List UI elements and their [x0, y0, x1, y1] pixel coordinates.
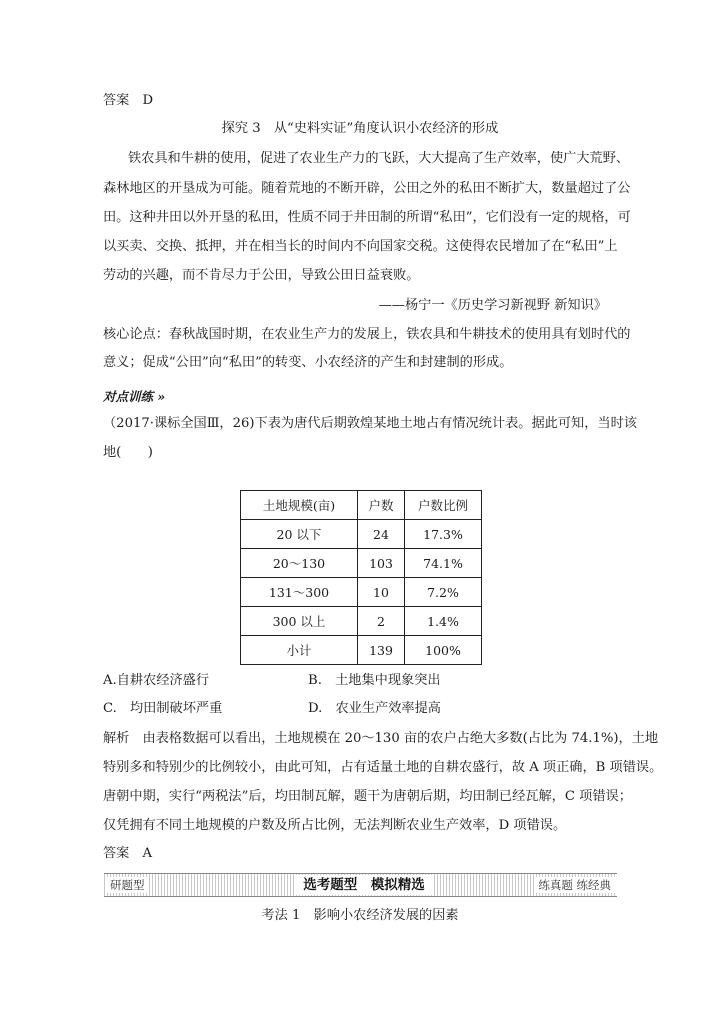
- passage-line: 劳动的兴趣，而不肯尽力于公田，导致公田日益衰败。: [103, 268, 420, 283]
- table-cell: 139: [358, 636, 405, 665]
- banner-left-tag: 研题型: [106, 877, 149, 893]
- table-cell: 小计: [241, 636, 358, 665]
- banner-title: 选考题型 模拟精选: [294, 875, 434, 895]
- answer-label-d: 答案 D: [103, 93, 154, 108]
- table-cell: 100%: [405, 636, 482, 665]
- table-row: [241, 578, 482, 607]
- passage-line: 铁农具和牛耕的使用，促进了农业生产力的飞跃，大大提高了生产效率，使广大荒野、: [128, 151, 630, 166]
- question-line: （2017·课标全国Ⅲ，26)下表为唐代后期敦煌某地土地占有情况统计表。据此可知，当时该: [103, 416, 637, 431]
- question-line: 地( ): [103, 445, 153, 460]
- core-argument-line: 核心论点：春秋战国时期，在农业生产力的发展上，铁农具和牛耕技术的使用具有划时代的: [103, 327, 631, 342]
- answer-label-a: 答案 A: [103, 846, 153, 861]
- analysis-line: 解析 由表格数据可以看出，土地规模在 20～130 亩的农户占绝大多数(占比为 74.1%)，土地: [103, 731, 659, 746]
- option-a: A.自耕农经济盛行: [103, 673, 210, 688]
- passage-line: 森林地区的开垦成为可能。随着荒地的不断开辟，公田之外的私田不断扩大，数量超过了公: [103, 181, 631, 196]
- analysis-line: 仅凭拥有不同土地规模的户数及所占比例，无法判断农业生产效率，D 项错误。: [103, 818, 567, 833]
- passage-source: ——杨宁一《历史学习新视野 新知识》: [378, 298, 607, 313]
- analysis-line: 特别多和特别少的比例较小，由此可知，占有适量土地的自耕农盛行，故 A 项正确，B 项错误。: [103, 760, 663, 775]
- table-row: [241, 520, 482, 549]
- method-title: 考法 1 影响小农经济发展的因素: [261, 908, 459, 923]
- table-header-cell: 户数: [358, 491, 405, 520]
- land-statistics-table: [240, 490, 482, 665]
- option-c: C. 均田制破坏严重: [103, 701, 223, 716]
- option-d: D. 农业生产效率提高: [308, 701, 441, 716]
- passage-line: 田。这种井田以外开垦的私田，性质不同于井田制的所谓“私田”，它们没有一定的规格，可: [103, 210, 631, 225]
- table-row: [241, 549, 482, 578]
- table-cell: 74.1%: [405, 549, 482, 578]
- analysis-line: 唐朝中期，实行“两税法”后，均田制瓦解，题干为唐朝后期，均田制已经瓦解，C 项错误；: [103, 789, 632, 804]
- table-header-row: [241, 491, 482, 520]
- table-header-cell: 户数比例: [405, 491, 482, 520]
- table-header-cell: 土地规模(亩): [241, 491, 358, 520]
- table-cell: 7.2%: [405, 578, 482, 607]
- table-cell: 10: [358, 578, 405, 607]
- banner-right-tag: 练真题 练经典: [534, 877, 615, 893]
- table-row: [241, 607, 482, 636]
- option-b: B. 土地集中现象突出: [308, 673, 441, 688]
- drill-heading: 对点训练 »: [103, 389, 166, 404]
- table-cell: 17.3%: [405, 520, 482, 549]
- table-cell: 131～300: [241, 578, 358, 607]
- passage-line: 以买卖、交换、抵押，并在相当长的时间内不向国家交税。这使得农民增加了在“私田”上: [103, 239, 618, 254]
- table-cell: 20 以下: [241, 520, 358, 549]
- explore-title: 探究 3 从“史料实证”角度认识小农经济的形成: [221, 121, 499, 136]
- table-cell: 103: [358, 549, 405, 578]
- core-argument-line: 意义；促成“公田”向“私田”的转变、小农经济的产生和封建制的形成。: [103, 355, 513, 370]
- table-cell: 24: [358, 520, 405, 549]
- section-banner: [104, 873, 617, 897]
- table-cell: 1.4%: [405, 607, 482, 636]
- table-cell: 300 以上: [241, 607, 358, 636]
- table-row: [241, 636, 482, 665]
- table-cell: 20～130: [241, 549, 358, 578]
- table-cell: 2: [358, 607, 405, 636]
